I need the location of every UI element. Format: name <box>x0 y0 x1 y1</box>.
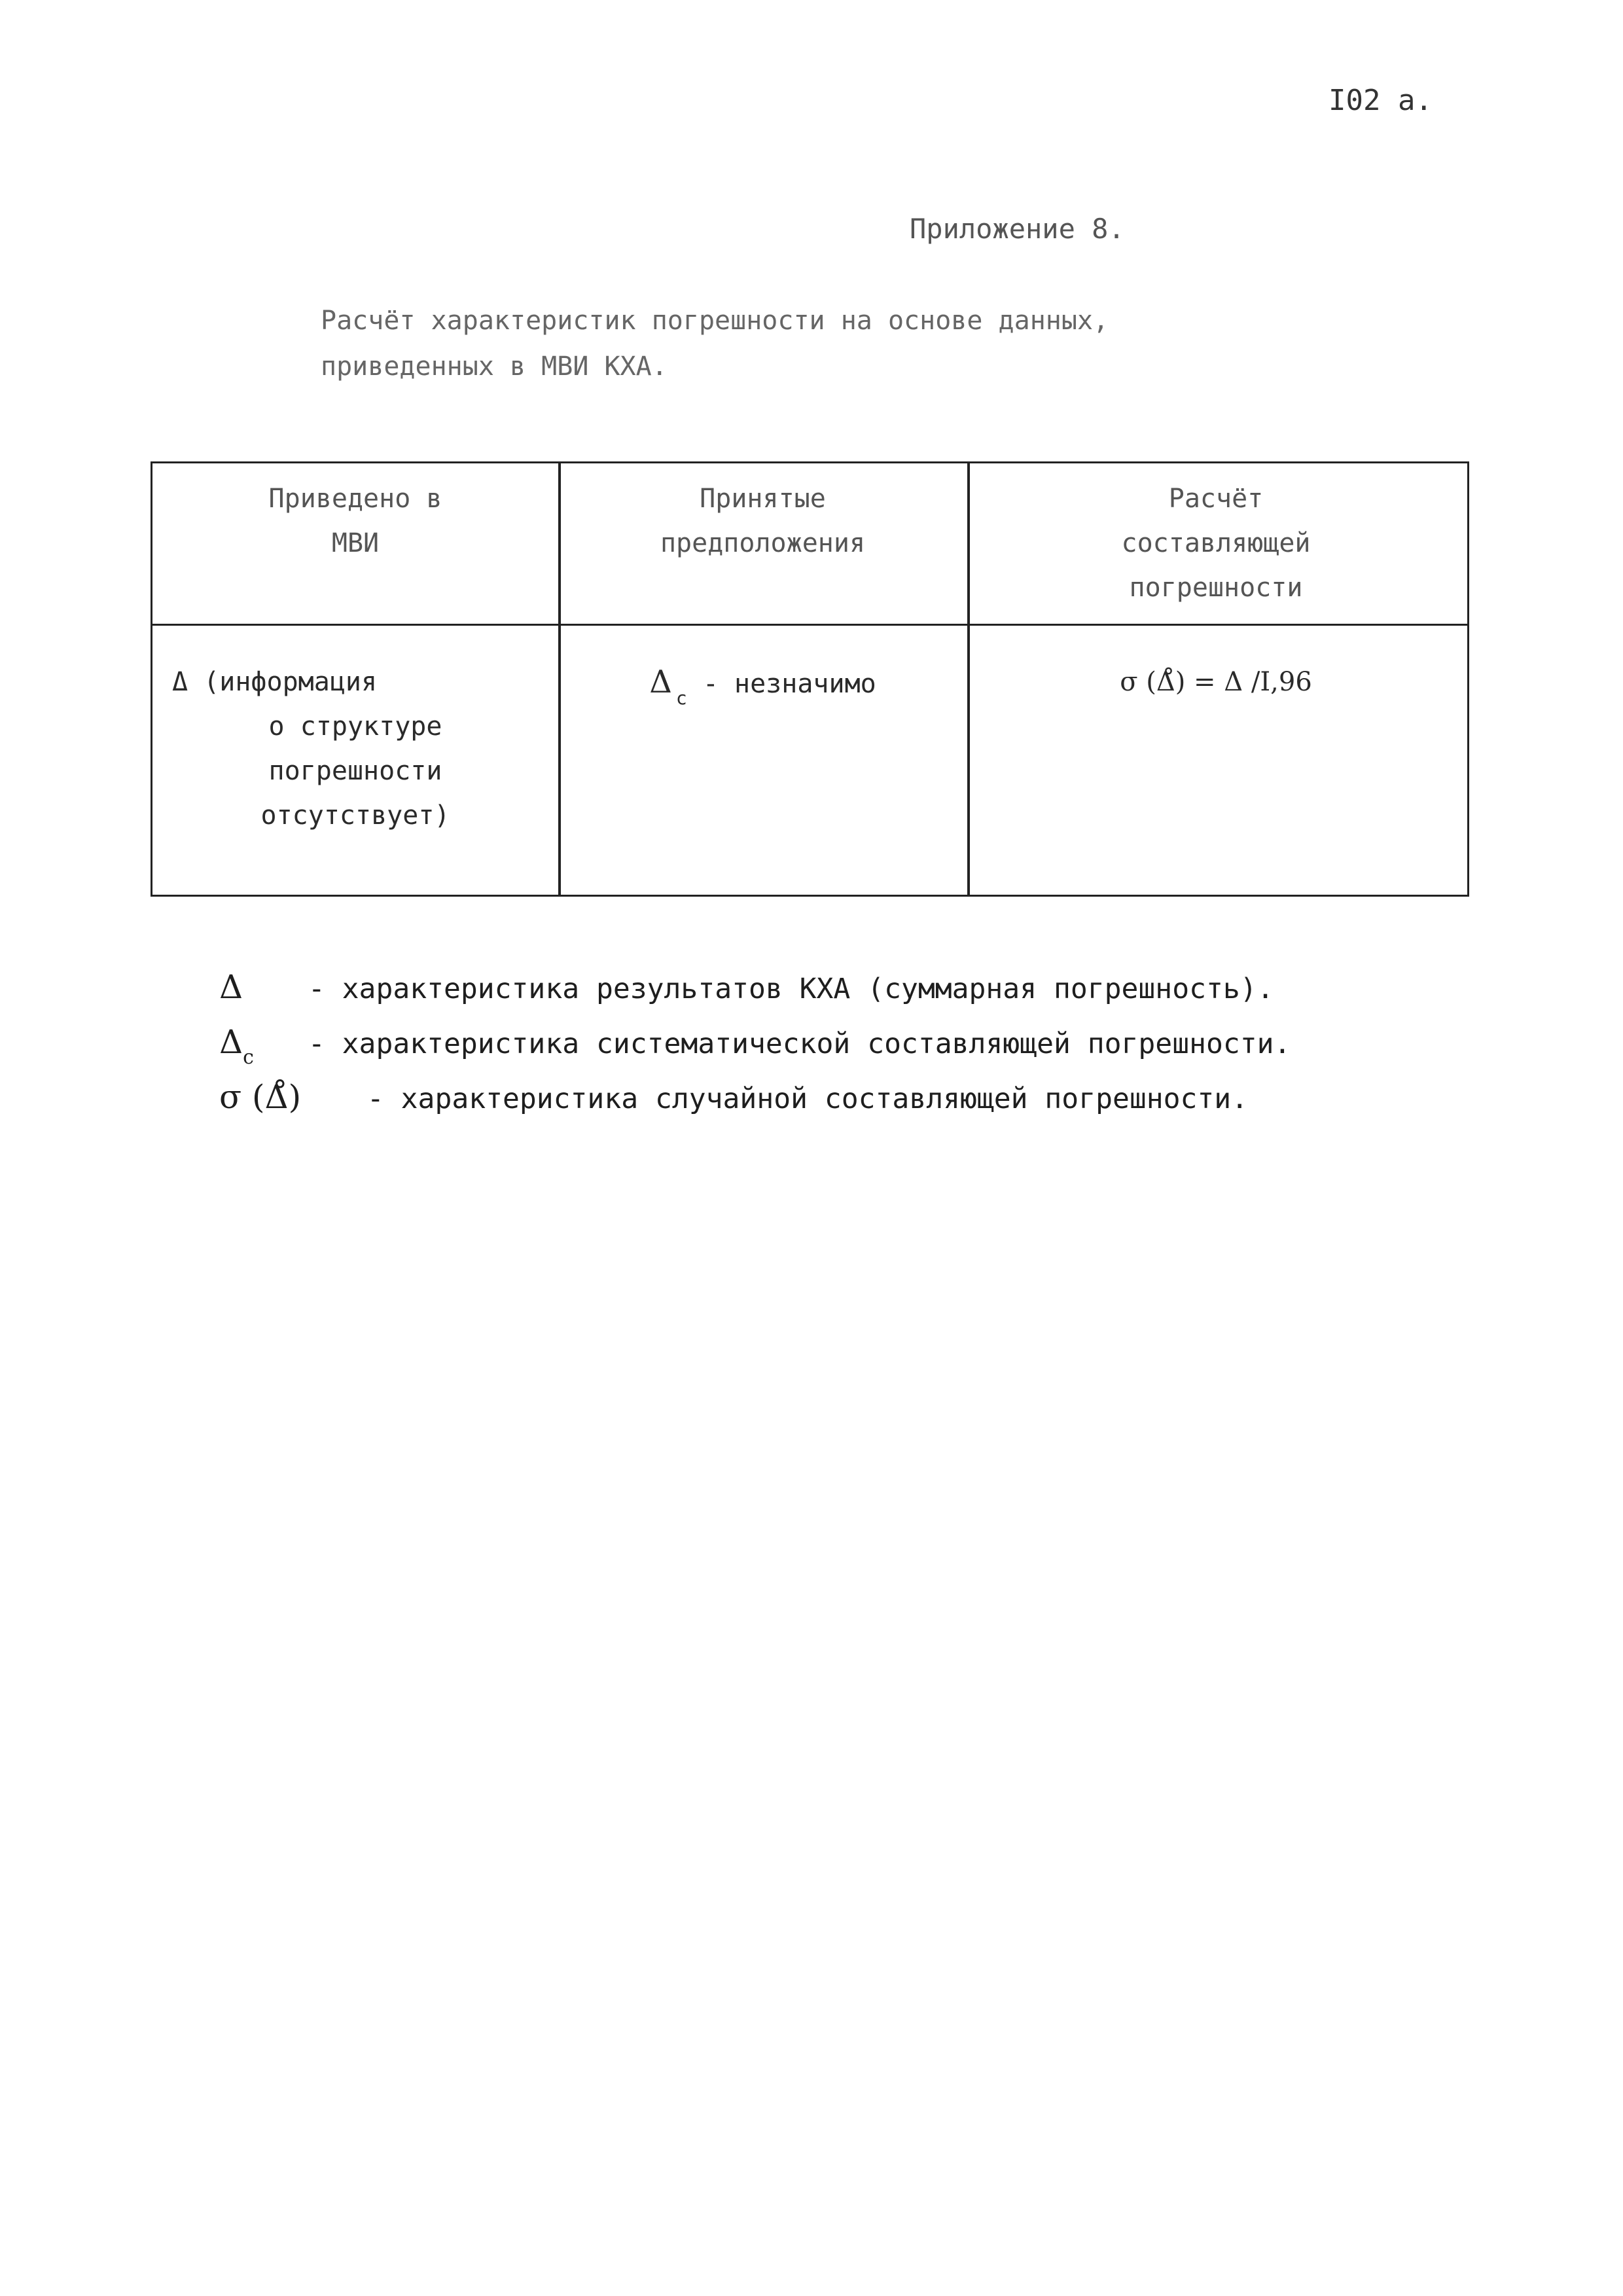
intro-line-2: приведенных в МВИ КХА. <box>321 351 668 382</box>
intro-paragraph <box>321 298 1368 389</box>
legend-item <box>219 1072 1291 1127</box>
table-column-divider <box>967 463 970 895</box>
appendix-title: Приложение 8. <box>910 213 1125 245</box>
legend-text: - характеристика систематической составляющей погрешности. <box>308 1028 1291 1060</box>
table-column-divider <box>558 463 561 895</box>
table-header-assumptions: Принятые предположения <box>660 484 866 558</box>
legend-symbol: σ (Δ̊) <box>219 1078 302 1116</box>
table-cell-calculation: σ (Δ̊) = Δ /I,96 <box>1120 667 1312 697</box>
table-header-calculation: Расчёт составляющей погрешности <box>1121 484 1311 603</box>
legend <box>219 962 1291 1127</box>
legend-symbol: $\Delta_c$ <box>219 1023 254 1069</box>
legend-symbol: Δ <box>219 968 243 1006</box>
page-number: I02 а. <box>1329 84 1433 117</box>
legend-item <box>219 1017 1291 1072</box>
table-cell-assumption: Δ $_c$ - незначимо <box>649 664 876 709</box>
error-characteristics-table <box>151 461 1469 897</box>
legend-item <box>219 962 1291 1017</box>
table-cell-given: Δ (информация о структуре погрешности отсутствует) <box>172 667 450 831</box>
intro-line-1: Расчёт характеристик погрешности на основе данных, <box>321 306 1109 336</box>
table-header-given: Приведено в МВИ <box>268 484 442 558</box>
legend-text: - характеристика результатов КХА (суммарная погрешность). <box>308 973 1274 1005</box>
legend-text: - характеристика случайной составляющей погрешности. <box>366 1083 1249 1115</box>
table-header-divider <box>152 624 1467 626</box>
